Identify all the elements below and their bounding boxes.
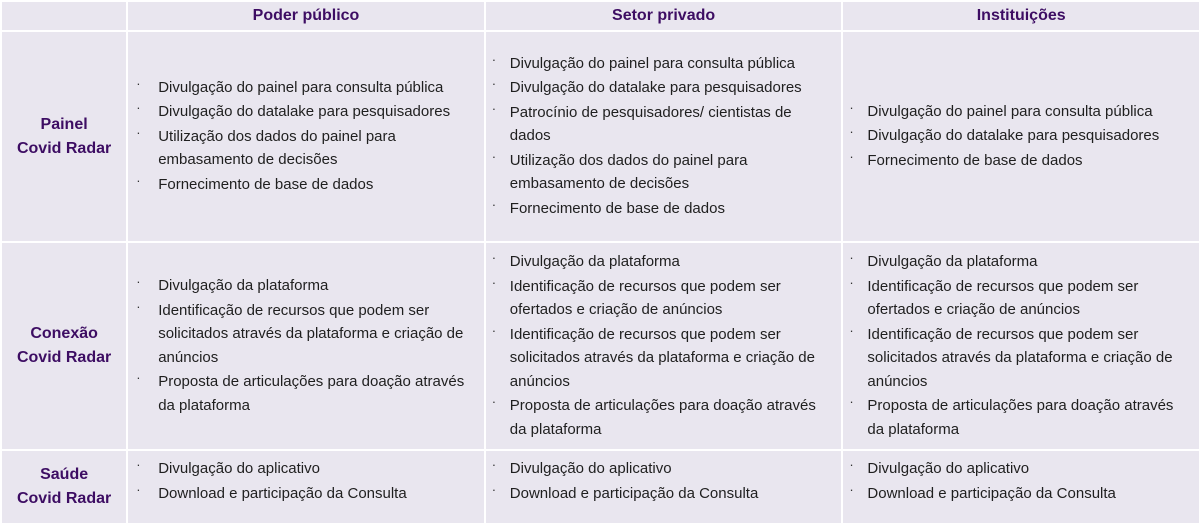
row-header-line2: Covid Radar: [16, 490, 112, 507]
list-item: · Identificação de recursos que podem ser solicitados através da plataforma e criação de anúncios: [492, 323, 836, 394]
list-item: · Download e participação da Consulta: [492, 482, 836, 506]
bullet-icon: ·: [491, 457, 497, 472]
bullet-icon: ·: [849, 148, 854, 164]
row-header-line1: Saúde: [40, 466, 89, 483]
bullet-icon: ·: [849, 124, 854, 140]
bullet-icon: ·: [849, 394, 854, 409]
item-list: [134, 457, 478, 505]
bullet-icon: ·: [136, 370, 141, 385]
column-header-setor-privado: Setor privado: [486, 2, 842, 30]
bullet-icon: ·: [136, 100, 141, 116]
list-item: · Fornecimento de base de dados: [849, 149, 1193, 173]
bullet-icon: ·: [136, 75, 141, 91]
bullet-icon: ·: [491, 196, 497, 212]
row-conexao-covid-radar: [2, 243, 1199, 449]
bullet-icon: ·: [491, 51, 497, 67]
item-list: [849, 457, 1193, 505]
list-item: · Proposta de articulações para doação através da plataforma: [134, 370, 478, 417]
cell-saude-setor-privado: [486, 451, 842, 523]
row-header-line1: Painel: [40, 115, 88, 133]
bullet-icon: ·: [491, 322, 497, 338]
cell-conexao-poder-publico: [128, 243, 484, 449]
item-list: [492, 457, 836, 505]
bullet-icon: ·: [849, 457, 854, 472]
bullet-icon: ·: [491, 250, 497, 265]
list-item: · Identificação de recursos que podem ser solicitados através da plataforma e criação de anúncios: [134, 299, 478, 370]
list-item: · Divulgação do aplicativo: [492, 457, 836, 481]
list-item: · Identificação de recursos que podem ser ofertados e criação de anúncios: [492, 275, 836, 322]
item-list: [492, 250, 836, 441]
list-item: · Download e participação da Consulta: [134, 482, 478, 506]
bullet-icon: ·: [136, 124, 141, 140]
list-item: · Divulgação do painel para consulta pública: [492, 52, 836, 76]
item-list: [849, 100, 1193, 173]
row-header-line2: Covid Radar: [16, 349, 112, 366]
column-header-poder-publico: Poder público: [128, 2, 484, 30]
item-list: [134, 274, 478, 417]
cell-conexao-instituicoes: [843, 243, 1199, 449]
list-item: · Patrocínio de pesquisadores/ cientistas de dados: [492, 101, 836, 148]
item-list: [849, 250, 1193, 441]
list-item: · Fornecimento de base de dados: [134, 173, 478, 197]
item-list: [134, 76, 478, 197]
row-header-saude: [2, 451, 126, 523]
row-header-line1: Conexão: [30, 325, 98, 342]
list-item: · Divulgação do aplicativo: [134, 457, 478, 481]
bullet-icon: ·: [491, 148, 497, 164]
bullet-icon: ·: [136, 274, 141, 289]
list-item: · Download e participação da Consulta: [849, 482, 1193, 506]
list-item: · Divulgação do aplicativo: [849, 457, 1193, 481]
bullet-icon: ·: [136, 457, 141, 472]
bullet-icon: ·: [136, 172, 141, 188]
row-saude-covid-radar: [2, 451, 1199, 523]
list-item: · Divulgação do datalake para pesquisadores: [134, 100, 478, 124]
list-item: · Fornecimento de base de dados: [492, 197, 836, 221]
column-header-instituicoes: Instituições: [843, 2, 1199, 30]
bullet-icon: ·: [849, 322, 854, 338]
list-item: · Divulgação do painel para consulta pública: [134, 76, 478, 100]
list-item: · Proposta de articulações para doação através da plataforma: [849, 394, 1193, 441]
bullet-icon: ·: [491, 76, 497, 92]
list-item: · Utilização dos dados do painel para embasamento de decisões: [134, 125, 478, 172]
list-item: · Divulgação do datalake para pesquisadores: [849, 124, 1193, 148]
list-item: · Identificação de recursos que podem ser ofertados e criação de anúncios: [849, 275, 1193, 322]
row-painel-covid-radar: [2, 32, 1199, 241]
bullet-icon: ·: [849, 481, 854, 497]
list-item: · Divulgação da plataforma: [134, 274, 478, 298]
list-item: · Divulgação da plataforma: [849, 250, 1193, 274]
list-item: · Divulgação da plataforma: [492, 250, 836, 274]
cell-conexao-setor-privado: [486, 243, 842, 449]
bullet-icon: ·: [136, 481, 141, 497]
cell-painel-setor-privado: [486, 32, 842, 241]
cell-saude-poder-publico: [128, 451, 484, 523]
list-item: · Divulgação do painel para consulta pública: [849, 100, 1193, 124]
bullet-icon: ·: [849, 99, 854, 115]
corner-cell: [2, 2, 126, 30]
header-row: [2, 2, 1199, 30]
cell-painel-instituicoes: [843, 32, 1199, 241]
list-item: · Divulgação do datalake para pesquisadores: [492, 76, 836, 100]
list-item: · Utilização dos dados do painel para embasamento de decisões: [492, 149, 836, 196]
cell-painel-poder-publico: [128, 32, 484, 241]
list-item: · Proposta de articulações para doação através da plataforma: [492, 394, 836, 441]
cell-saude-instituicoes: [843, 451, 1199, 523]
item-list: [492, 52, 836, 221]
bullet-icon: ·: [491, 394, 497, 409]
bullet-icon: ·: [849, 250, 854, 265]
list-item: · Identificação de recursos que podem ser solicitados através da plataforma e criação de anúncios: [849, 323, 1193, 394]
bullet-icon: ·: [136, 298, 141, 314]
row-header-painel: [2, 32, 126, 241]
row-header-conexao: [2, 243, 126, 449]
bullet-icon: ·: [491, 274, 497, 290]
bullet-icon: ·: [849, 274, 854, 290]
bullet-icon: ·: [491, 100, 497, 116]
bullet-icon: ·: [491, 481, 497, 497]
row-header-line2: Covid Radar: [16, 139, 112, 157]
